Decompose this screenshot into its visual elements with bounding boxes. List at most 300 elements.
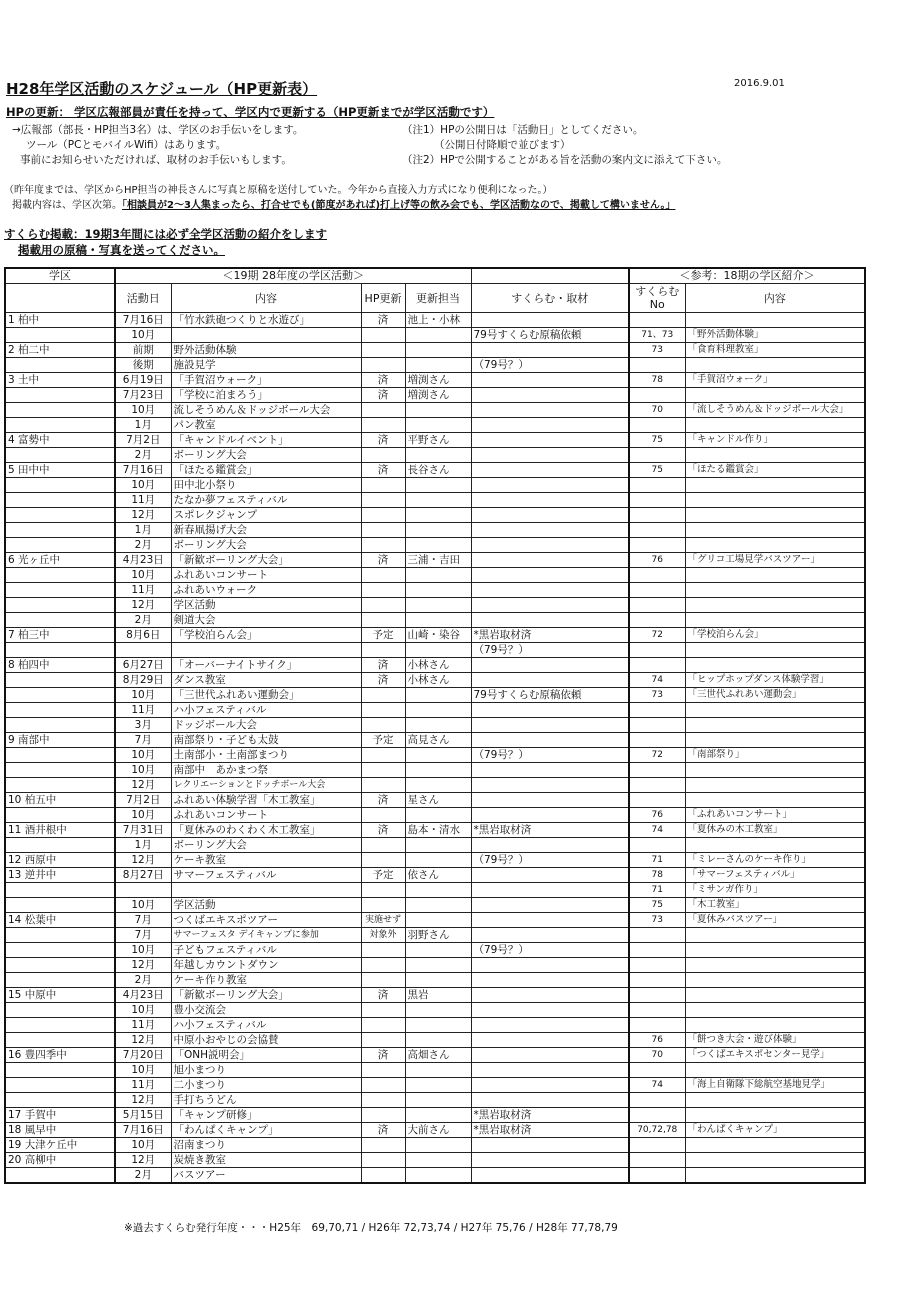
hp-note: （注1）HPの公開日は「活動日」としてください。 xyxy=(402,124,644,136)
header-content: 内容 xyxy=(171,284,361,313)
sukuramu-cell xyxy=(471,1048,629,1063)
hp-cell xyxy=(361,448,405,463)
sukuramu-cell: *黒岩取材済 xyxy=(471,628,629,643)
ref-content-cell: 「野外活動体験」 xyxy=(685,328,865,343)
date-cell xyxy=(115,883,171,898)
school-cell xyxy=(5,538,115,553)
person-cell xyxy=(405,643,471,658)
hp-cell: 対象外 xyxy=(361,928,405,943)
sukuramu-cell xyxy=(471,418,629,433)
hp-cell xyxy=(361,403,405,418)
no-cell: 71、73 xyxy=(629,328,685,343)
ref-content-cell: 「ミレーさんのケーキ作り」 xyxy=(685,853,865,868)
hp-cell xyxy=(361,883,405,898)
hp-cell: 済 xyxy=(361,388,405,403)
sukuramu-cell xyxy=(471,1003,629,1018)
sukuramu-cell: （79号？） xyxy=(471,853,629,868)
sukuramu-heading: すくらむ掲載：19期3年間には必ず全学区活動の紹介をします xyxy=(4,227,328,241)
school-cell: 20 高柳中 xyxy=(5,1153,115,1168)
hp-info-line: →広報部（部長・HP担当3名）は、学区のお手伝いをします。 xyxy=(12,124,304,136)
document-date: 2016.9.01 xyxy=(734,78,785,89)
date-cell: 12月 xyxy=(115,958,171,973)
school-cell xyxy=(5,958,115,973)
date-cell: 11月 xyxy=(115,493,171,508)
sukuramu-cell xyxy=(471,778,629,793)
sukuramu-cell xyxy=(471,463,629,478)
person-cell: 黒岩 xyxy=(405,988,471,1003)
no-cell xyxy=(629,1168,685,1184)
hp-cell xyxy=(361,898,405,913)
hp-cell: 済 xyxy=(361,1123,405,1138)
no-cell: 75 xyxy=(629,463,685,478)
school-cell: 2 柏二中 xyxy=(5,343,115,358)
sukuramu-cell: *黒岩取材済 xyxy=(471,823,629,838)
school-cell xyxy=(5,1003,115,1018)
ref-content-cell xyxy=(685,988,865,1003)
hp-cell: 済 xyxy=(361,433,405,448)
sukuramu-cell xyxy=(471,883,629,898)
person-cell: 長谷さん xyxy=(405,463,471,478)
sukuramu-cell: 79号すくらむ原稿依頼 xyxy=(471,688,629,703)
hp-cell: 済 xyxy=(361,793,405,808)
school-cell: 13 逆井中 xyxy=(5,868,115,883)
person-cell xyxy=(405,538,471,553)
school-cell: 8 柏四中 xyxy=(5,658,115,673)
ref-content-cell xyxy=(685,1093,865,1108)
table-row xyxy=(5,358,865,373)
no-cell xyxy=(629,1153,685,1168)
content-cell: ケーキ教室 xyxy=(171,853,361,868)
no-cell xyxy=(629,838,685,853)
ref-content-cell xyxy=(685,568,865,583)
hp-cell xyxy=(361,643,405,658)
hp-cell xyxy=(361,328,405,343)
ref-content-cell xyxy=(685,1168,865,1184)
hp-cell: 実施せず xyxy=(361,913,405,928)
person-cell xyxy=(405,973,471,988)
content-cell: 中原小おやじの会協賛 xyxy=(171,1033,361,1048)
table-row xyxy=(5,643,865,658)
sukuramu-cell xyxy=(471,673,629,688)
school-cell xyxy=(5,358,115,373)
table-row xyxy=(5,868,865,883)
hp-cell xyxy=(361,1168,405,1184)
person-cell xyxy=(405,613,471,628)
sukuramu-cell xyxy=(471,1138,629,1153)
school-cell xyxy=(5,748,115,763)
ref-content-cell: 「三世代ふれあい運動会」 xyxy=(685,688,865,703)
header-school-blank xyxy=(5,284,115,313)
no-cell xyxy=(629,733,685,748)
no-cell xyxy=(629,943,685,958)
table-row xyxy=(5,973,865,988)
no-cell xyxy=(629,613,685,628)
no-cell: 72 xyxy=(629,628,685,643)
date-cell: 12月 xyxy=(115,853,171,868)
table-row xyxy=(5,748,865,763)
table-row xyxy=(5,1168,865,1184)
person-cell: 高畑さん xyxy=(405,1048,471,1063)
table-row xyxy=(5,343,865,358)
person-cell xyxy=(405,523,471,538)
table-row xyxy=(5,1033,865,1048)
ref-content-cell xyxy=(685,313,865,328)
content-cell: 年越しカウントダウン xyxy=(171,958,361,973)
sukuramu-cell xyxy=(471,733,629,748)
no-cell: 78 xyxy=(629,868,685,883)
date-cell: 8月27日 xyxy=(115,868,171,883)
date-cell: 7月16日 xyxy=(115,313,171,328)
hp-cell: 済 xyxy=(361,463,405,478)
person-cell xyxy=(405,883,471,898)
hp-cell xyxy=(361,1138,405,1153)
no-cell: 73 xyxy=(629,343,685,358)
school-cell: 11 酒井根中 xyxy=(5,823,115,838)
table-row xyxy=(5,718,865,733)
table-row xyxy=(5,808,865,823)
school-cell xyxy=(5,778,115,793)
hp-cell: 済 xyxy=(361,553,405,568)
table-row xyxy=(5,733,865,748)
content-cell: 野外活動体験 xyxy=(171,343,361,358)
person-cell xyxy=(405,763,471,778)
content-cell: たなか夢フェスティバル xyxy=(171,493,361,508)
date-cell: 10月 xyxy=(115,688,171,703)
table-row xyxy=(5,373,865,388)
table-row xyxy=(5,1138,865,1153)
table-row xyxy=(5,628,865,643)
table-row xyxy=(5,928,865,943)
person-cell xyxy=(405,703,471,718)
no-cell: 75 xyxy=(629,898,685,913)
date-cell: 11月 xyxy=(115,1018,171,1033)
hp-info-line: 事前にお知らせいただければ、取材のお手伝いもします。 xyxy=(20,154,292,166)
date-cell: 12月 xyxy=(115,1033,171,1048)
school-cell: 14 松葉中 xyxy=(5,913,115,928)
ref-content-cell xyxy=(685,973,865,988)
date-cell: 10月 xyxy=(115,403,171,418)
person-cell xyxy=(405,718,471,733)
table-row xyxy=(5,673,865,688)
content-cell: サマーフェスタ デイキャンプに参加 xyxy=(171,928,361,943)
table-row xyxy=(5,793,865,808)
no-cell: 72 xyxy=(629,748,685,763)
no-cell xyxy=(629,703,685,718)
ref-content-cell xyxy=(685,448,865,463)
person-cell xyxy=(405,688,471,703)
school-cell: 4 富勢中 xyxy=(5,433,115,448)
school-cell: 15 中原中 xyxy=(5,988,115,1003)
no-cell: 70,72,78 xyxy=(629,1123,685,1138)
ref-content-cell xyxy=(685,388,865,403)
date-cell: 後期 xyxy=(115,358,171,373)
table-row xyxy=(5,553,865,568)
no-cell xyxy=(629,538,685,553)
content-cell: ボーリング大会 xyxy=(171,538,361,553)
person-cell xyxy=(405,1153,471,1168)
sukuramu-cell xyxy=(471,868,629,883)
school-cell: 7 柏三中 xyxy=(5,628,115,643)
person-cell: 大前さん xyxy=(405,1123,471,1138)
ref-content-cell: 「夏休みバスツアー」 xyxy=(685,913,865,928)
header-reference: ＜参考：18期の学区紹介＞ xyxy=(629,268,865,284)
date-cell: 7月23日 xyxy=(115,388,171,403)
no-cell xyxy=(629,493,685,508)
school-cell xyxy=(5,1078,115,1093)
sukuramu-cell: （79号？） xyxy=(471,358,629,373)
date-cell: 6月27日 xyxy=(115,658,171,673)
person-cell xyxy=(405,898,471,913)
content-cell: 「竹水鉄砲つくりと水遊び」 xyxy=(171,313,361,328)
hp-cell xyxy=(361,943,405,958)
no-cell: 70 xyxy=(629,1048,685,1063)
no-cell: 78 xyxy=(629,373,685,388)
date-cell: 12月 xyxy=(115,1153,171,1168)
content-cell: 「ほたる鑑賞会」 xyxy=(171,463,361,478)
no-cell xyxy=(629,388,685,403)
person-cell xyxy=(405,568,471,583)
school-cell xyxy=(5,388,115,403)
sukuramu-cell xyxy=(471,1063,629,1078)
schedule-table xyxy=(4,267,866,1184)
sukuramu-cell xyxy=(471,658,629,673)
hp-info-line: ツール（PCとモバイルWifi）はあります。 xyxy=(26,139,227,151)
content-cell: ふれあいコンサート xyxy=(171,568,361,583)
date-cell: 11月 xyxy=(115,703,171,718)
date-cell: 7月31日 xyxy=(115,823,171,838)
table-row xyxy=(5,883,865,898)
content-cell: 「学校に泊まろう」 xyxy=(171,388,361,403)
school-cell: 18 風早中 xyxy=(5,1123,115,1138)
content-cell: 「キャンプ研修」 xyxy=(171,1108,361,1123)
sukuramu-cell xyxy=(471,373,629,388)
table-row xyxy=(5,763,865,778)
no-cell: 74 xyxy=(629,1078,685,1093)
school-cell: 19 大津ケ丘中 xyxy=(5,1138,115,1153)
date-cell: 10月 xyxy=(115,1063,171,1078)
no-cell xyxy=(629,988,685,1003)
date-cell: 8月6日 xyxy=(115,628,171,643)
ref-content-cell: 「わんぱくキャンプ」 xyxy=(685,1123,865,1138)
date-cell: 12月 xyxy=(115,1093,171,1108)
school-cell xyxy=(5,568,115,583)
ref-content-cell: 「食育料理教室」 xyxy=(685,343,865,358)
person-cell: 依さん xyxy=(405,868,471,883)
header-no: すくらむNo xyxy=(629,284,685,313)
person-cell xyxy=(405,778,471,793)
date-cell: 1月 xyxy=(115,523,171,538)
ref-content-cell: 「餅つき大会・遊び体験」 xyxy=(685,1033,865,1048)
ref-content-cell xyxy=(685,958,865,973)
date-cell: 2月 xyxy=(115,1168,171,1184)
no-cell: 73 xyxy=(629,688,685,703)
hp-cell: 済 xyxy=(361,658,405,673)
content-cell: 「オーバーナイトサイク」 xyxy=(171,658,361,673)
sukuramu-cell xyxy=(471,1153,629,1168)
person-cell xyxy=(405,913,471,928)
date-cell: 10月 xyxy=(115,1003,171,1018)
sukuramu-cell: 79号すくらむ原稿依頼 xyxy=(471,328,629,343)
content-cell: ボーリング大会 xyxy=(171,838,361,853)
sukuramu-cell xyxy=(471,1078,629,1093)
no-cell xyxy=(629,448,685,463)
date-cell: 2月 xyxy=(115,973,171,988)
page-title: H28年学区活動のスケジュール（HP更新表） xyxy=(6,80,318,98)
no-cell xyxy=(629,793,685,808)
sukuramu-cell xyxy=(471,958,629,973)
person-cell xyxy=(405,358,471,373)
ref-content-cell xyxy=(685,838,865,853)
sukuramu-cell: *黒岩取材済 xyxy=(471,1123,629,1138)
ref-content-cell xyxy=(685,943,865,958)
table-row xyxy=(5,583,865,598)
person-cell xyxy=(405,958,471,973)
no-cell: 71 xyxy=(629,883,685,898)
school-cell xyxy=(5,643,115,658)
table-row xyxy=(5,613,865,628)
table-row xyxy=(5,913,865,928)
hp-cell xyxy=(361,583,405,598)
person-cell xyxy=(405,343,471,358)
ref-content-cell: 「ふれあいコンサート」 xyxy=(685,808,865,823)
sukuramu-cell xyxy=(471,1093,629,1108)
person-cell: 平野さん xyxy=(405,433,471,448)
no-cell xyxy=(629,313,685,328)
table-column-header-row xyxy=(5,284,865,313)
school-cell xyxy=(5,493,115,508)
date-cell: 10月 xyxy=(115,763,171,778)
history-policy-emphasis: 「相談員が2〜3人集まったら、打合せでも(節度があれば)打上げ等の飲み会でも、学区活動なので、掲載して構いません。」 xyxy=(122,200,676,211)
sukuramu-cell xyxy=(471,793,629,808)
hp-cell xyxy=(361,958,405,973)
table-row xyxy=(5,508,865,523)
school-cell xyxy=(5,1063,115,1078)
content-cell: 流しそうめん＆ドッジボール大会 xyxy=(171,403,361,418)
sukuramu-cell xyxy=(471,343,629,358)
hp-cell xyxy=(361,1108,405,1123)
hp-note: （注2）HPで公開することがある旨を活動の案内文に添えて下さい。 xyxy=(402,154,728,166)
person-cell xyxy=(405,748,471,763)
content-cell: 南部祭り・子ども太鼓 xyxy=(171,733,361,748)
content-cell: 土南部小・土南部まつり xyxy=(171,748,361,763)
content-cell: レクリエーションとドッチボール大会 xyxy=(171,778,361,793)
school-cell: 6 光ヶ丘中 xyxy=(5,553,115,568)
header-hp: HP更新 xyxy=(361,284,405,313)
no-cell xyxy=(629,973,685,988)
hp-update-heading: HPの更新： 学区広報部員が責任を持って、学区内で更新する（HP更新までが学区活動です） xyxy=(6,105,495,119)
sukuramu-cell: （79号？） xyxy=(471,748,629,763)
person-cell xyxy=(405,1018,471,1033)
history-policy-prefix: 掲載内容は、学区次第。 xyxy=(12,200,122,211)
sukuramu-cell xyxy=(471,568,629,583)
school-cell xyxy=(5,838,115,853)
hp-note: （公開日付降順で並びます） xyxy=(434,139,571,151)
content-cell: ケーキ作り教室 xyxy=(171,973,361,988)
table-row xyxy=(5,778,865,793)
person-cell xyxy=(405,943,471,958)
date-cell: 11月 xyxy=(115,1078,171,1093)
sukuramu-cell xyxy=(471,523,629,538)
no-cell: 76 xyxy=(629,808,685,823)
table-row xyxy=(5,463,865,478)
ref-content-cell: 「グリコ工場見学バスツアー」 xyxy=(685,553,865,568)
person-cell: 羽野さん xyxy=(405,928,471,943)
content-cell xyxy=(171,328,361,343)
table-row xyxy=(5,958,865,973)
ref-content-cell xyxy=(685,1153,865,1168)
table-row xyxy=(5,1093,865,1108)
content-cell: ボーリング大会 xyxy=(171,448,361,463)
date-cell: 3月 xyxy=(115,718,171,733)
table-row xyxy=(5,1018,865,1033)
content-cell: ダンス教室 xyxy=(171,673,361,688)
date-cell: 前期 xyxy=(115,343,171,358)
person-cell: 三浦・吉田 xyxy=(405,553,471,568)
sukuramu-cell xyxy=(471,388,629,403)
date-cell: 4月23日 xyxy=(115,553,171,568)
date-cell: 12月 xyxy=(115,508,171,523)
hp-cell xyxy=(361,1063,405,1078)
school-cell xyxy=(5,943,115,958)
ref-content-cell: 「ほたる鑑賞会」 xyxy=(685,463,865,478)
hp-cell xyxy=(361,1078,405,1093)
ref-content-cell: 「学校泊らん会」 xyxy=(685,628,865,643)
header-school: 学区 xyxy=(5,268,115,284)
no-cell xyxy=(629,1063,685,1078)
content-cell: 「わんぱくキャンプ」 xyxy=(171,1123,361,1138)
school-cell xyxy=(5,478,115,493)
school-cell: 10 柏五中 xyxy=(5,793,115,808)
no-cell: 76 xyxy=(629,1033,685,1048)
table-row xyxy=(5,313,865,328)
header-person: 更新担当 xyxy=(405,284,471,313)
person-cell: 増渕さん xyxy=(405,373,471,388)
ref-content-cell xyxy=(685,418,865,433)
ref-content-cell xyxy=(685,1108,865,1123)
hp-cell xyxy=(361,973,405,988)
ref-content-cell xyxy=(685,613,865,628)
person-cell xyxy=(405,1003,471,1018)
no-cell: 74 xyxy=(629,823,685,838)
table-row xyxy=(5,658,865,673)
person-cell xyxy=(405,478,471,493)
footer-note: ※過去すくらむ発行年度・・・H25年 69,70,71 / H26年 72,73,74 / H27年 75,76 / H28年 77,78,79 xyxy=(124,1222,618,1234)
content-cell: 手打ちうどん xyxy=(171,1093,361,1108)
date-cell: 7月16日 xyxy=(115,1123,171,1138)
hp-cell xyxy=(361,1093,405,1108)
sukuramu-cell xyxy=(471,478,629,493)
table-row xyxy=(5,943,865,958)
school-cell xyxy=(5,508,115,523)
content-cell: 豊小交流会 xyxy=(171,1003,361,1018)
hp-cell: 済 xyxy=(361,823,405,838)
school-cell xyxy=(5,883,115,898)
school-cell xyxy=(5,448,115,463)
date-cell: 7月20日 xyxy=(115,1048,171,1063)
person-cell xyxy=(405,853,471,868)
sukuramu-cell xyxy=(471,448,629,463)
person-cell: 島本・清水 xyxy=(405,823,471,838)
sukuramu-cell xyxy=(471,838,629,853)
school-cell: 12 西原中 xyxy=(5,853,115,868)
sukuramu-cell xyxy=(471,1018,629,1033)
no-cell xyxy=(629,583,685,598)
person-cell: 小林さん xyxy=(405,673,471,688)
content-cell: ふれあいウォーク xyxy=(171,583,361,598)
hp-cell xyxy=(361,778,405,793)
sukuramu-cell xyxy=(471,763,629,778)
person-cell xyxy=(405,448,471,463)
